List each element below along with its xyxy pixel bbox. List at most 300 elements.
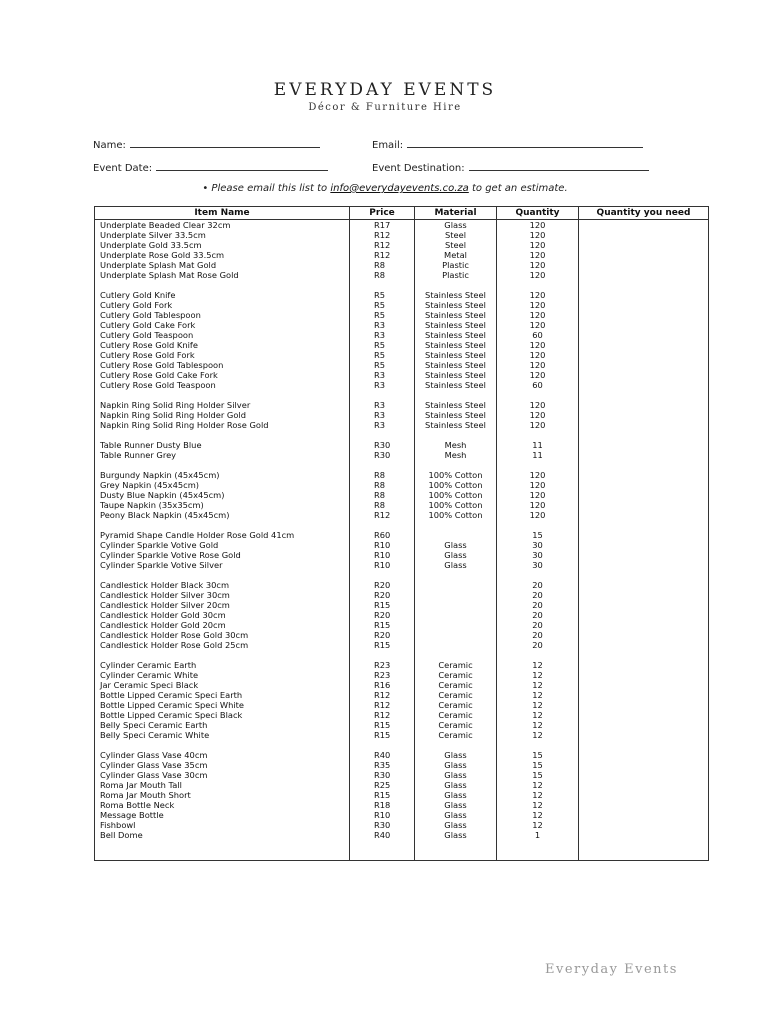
item-name-cell: Candlestick Holder Rose Gold 30cm <box>95 630 350 640</box>
quantity-needed-cell[interactable] <box>579 400 709 410</box>
table-row <box>95 830 709 840</box>
table-row <box>95 690 709 700</box>
material-cell <box>415 630 497 640</box>
price-cell: R3 <box>350 420 415 430</box>
material-cell <box>415 600 497 610</box>
price-cell: R10 <box>350 810 415 820</box>
item-name-cell: Cylinder Sparkle Votive Silver <box>95 560 350 570</box>
quantity-needed-cell[interactable] <box>579 460 709 470</box>
quantity-needed-cell[interactable] <box>579 490 709 500</box>
material-cell: Stainless Steel <box>415 320 497 330</box>
quantity-cell: 12 <box>497 700 579 710</box>
quantity-needed-cell[interactable] <box>579 730 709 740</box>
table-row <box>95 320 709 330</box>
material-cell: Glass <box>415 770 497 780</box>
material-cell: Ceramic <box>415 700 497 710</box>
quantity-needed-cell[interactable] <box>579 410 709 420</box>
item-name-cell: Underplate Splash Mat Gold <box>95 260 350 270</box>
table-row <box>95 600 709 610</box>
item-name-cell: Peony Black Napkin (45x45cm) <box>95 510 350 520</box>
material-cell <box>415 280 497 290</box>
table-row <box>95 390 709 400</box>
material-cell: Glass <box>415 800 497 810</box>
price-cell <box>350 430 415 440</box>
price-cell: R15 <box>350 730 415 740</box>
item-name-cell: Cylinder Glass Vase 35cm <box>95 760 350 770</box>
item-name-cell: Cutlery Rose Gold Tablespoon <box>95 360 350 370</box>
price-cell: R20 <box>350 590 415 600</box>
material-cell: Stainless Steel <box>415 290 497 300</box>
quantity-needed-cell[interactable] <box>579 480 709 490</box>
price-cell: R10 <box>350 550 415 560</box>
material-cell: Plastic <box>415 270 497 280</box>
quantity-needed-cell[interactable] <box>579 820 709 830</box>
table-row <box>95 560 709 570</box>
price-cell: R18 <box>350 800 415 810</box>
price-cell: R23 <box>350 670 415 680</box>
item-name-cell <box>95 430 350 440</box>
table-row <box>95 850 709 861</box>
quantity-cell: 120 <box>497 360 579 370</box>
quantity-needed-cell[interactable] <box>579 350 709 360</box>
price-cell: R20 <box>350 630 415 640</box>
price-cell: R12 <box>350 250 415 260</box>
item-name-cell: Burgundy Napkin (45x45cm) <box>95 470 350 480</box>
price-cell: R5 <box>350 290 415 300</box>
quantity-needed-cell[interactable] <box>579 520 709 530</box>
quantity-cell: 30 <box>497 550 579 560</box>
table-row <box>95 720 709 730</box>
quantity-needed-cell[interactable] <box>579 310 709 320</box>
quantity-needed-cell[interactable] <box>579 390 709 400</box>
table-row <box>95 620 709 630</box>
item-name-cell: Taupe Napkin (35x35cm) <box>95 500 350 510</box>
material-cell: Stainless Steel <box>415 360 497 370</box>
material-cell <box>415 520 497 530</box>
quantity-cell: 120 <box>497 250 579 260</box>
price-cell: R60 <box>350 530 415 540</box>
quantity-needed-cell[interactable] <box>579 620 709 630</box>
quantity-cell: 12 <box>497 810 579 820</box>
price-cell <box>350 740 415 750</box>
quantity-needed-cell[interactable] <box>579 660 709 670</box>
quantity-cell: 120 <box>497 480 579 490</box>
name-line[interactable] <box>130 138 320 148</box>
quantity-cell: 120 <box>497 240 579 250</box>
price-cell: R8 <box>350 270 415 280</box>
item-name-cell <box>95 460 350 470</box>
quantity-cell: 20 <box>497 630 579 640</box>
item-name-cell: Bell Dome <box>95 830 350 840</box>
quantity-needed-cell[interactable] <box>579 260 709 270</box>
table-row <box>95 750 709 760</box>
material-cell: Glass <box>415 750 497 760</box>
table-header-row <box>95 207 709 220</box>
price-cell: R5 <box>350 340 415 350</box>
quantity-needed-cell[interactable] <box>579 710 709 720</box>
table-row <box>95 520 709 530</box>
quantity-cell: 20 <box>497 580 579 590</box>
quantity-needed-cell[interactable] <box>579 340 709 350</box>
quantity-cell: 120 <box>497 320 579 330</box>
quantity-needed-cell[interactable] <box>579 330 709 340</box>
price-cell: R3 <box>350 400 415 410</box>
quantity-cell: 60 <box>497 330 579 340</box>
material-cell: Ceramic <box>415 690 497 700</box>
table-row <box>95 250 709 260</box>
material-cell: 100% Cotton <box>415 500 497 510</box>
quantity-cell: 120 <box>497 310 579 320</box>
item-name-cell: Cylinder Ceramic Earth <box>95 660 350 670</box>
quantity-needed-cell[interactable] <box>579 530 709 540</box>
table-row <box>95 790 709 800</box>
item-name-cell: Cylinder Glass Vase 30cm <box>95 770 350 780</box>
quantity-needed-cell[interactable] <box>579 300 709 310</box>
material-cell: Glass <box>415 760 497 770</box>
item-name-cell: Underplate Beaded Clear 32cm <box>95 220 350 231</box>
item-name-cell: Napkin Ring Solid Ring Holder Rose Gold <box>95 420 350 430</box>
table-row <box>95 640 709 650</box>
quantity-cell: 120 <box>497 500 579 510</box>
table-row <box>95 400 709 410</box>
price-cell: R3 <box>350 330 415 340</box>
price-cell: R5 <box>350 350 415 360</box>
quantity-cell: 120 <box>497 410 579 420</box>
material-cell: Stainless Steel <box>415 350 497 360</box>
material-cell <box>415 530 497 540</box>
quantity-cell <box>497 430 579 440</box>
name-label: Name: <box>93 140 126 151</box>
email-link[interactable]: info@everydayevents.co.za <box>330 183 469 194</box>
item-name-cell: Underplate Silver 33.5cm <box>95 230 350 240</box>
quantity-needed-cell[interactable] <box>579 790 709 800</box>
item-name-cell: Cutlery Rose Gold Cake Fork <box>95 370 350 380</box>
quantity-cell: 12 <box>497 660 579 670</box>
table-row <box>95 630 709 640</box>
quantity-needed-cell[interactable] <box>579 420 709 430</box>
material-cell: Glass <box>415 220 497 231</box>
material-cell: Steel <box>415 240 497 250</box>
item-name-cell: Candlestick Holder Black 30cm <box>95 580 350 590</box>
quantity-needed-cell[interactable] <box>579 570 709 580</box>
quantity-needed-cell[interactable] <box>579 370 709 380</box>
item-name-cell: Dusty Blue Napkin (45x45cm) <box>95 490 350 500</box>
item-name-cell: Roma Bottle Neck <box>95 800 350 810</box>
material-cell <box>415 460 497 470</box>
quantity-needed-cell[interactable] <box>579 280 709 290</box>
quantity-needed-cell[interactable] <box>579 470 709 480</box>
quantity-needed-cell[interactable] <box>579 770 709 780</box>
table-row <box>95 500 709 510</box>
quantity-needed-cell[interactable] <box>579 320 709 330</box>
price-cell <box>350 520 415 530</box>
note-after: to get an estimate. <box>468 183 568 194</box>
quantity-needed-cell[interactable] <box>579 450 709 460</box>
quantity-cell: 1 <box>497 830 579 840</box>
email-field[interactable] <box>372 138 643 151</box>
price-cell: R17 <box>350 220 415 231</box>
item-name-cell: Grey Napkin (45x45cm) <box>95 480 350 490</box>
table-row <box>95 840 709 850</box>
quantity-needed-cell[interactable] <box>579 360 709 370</box>
quantity-needed-cell[interactable] <box>579 810 709 820</box>
price-cell: R12 <box>350 700 415 710</box>
header-material: Material <box>415 207 497 220</box>
quantity-cell: 120 <box>497 510 579 520</box>
quantity-needed-cell[interactable] <box>579 590 709 600</box>
event-destination-field[interactable] <box>372 161 649 174</box>
quantity-needed-cell[interactable] <box>579 680 709 690</box>
material-cell: Glass <box>415 550 497 560</box>
email-line[interactable] <box>407 138 643 148</box>
quantity-needed-cell[interactable] <box>579 780 709 790</box>
price-cell: R40 <box>350 830 415 840</box>
quantity-needed-cell[interactable] <box>579 690 709 700</box>
quantity-cell: 120 <box>497 420 579 430</box>
table-row <box>95 590 709 600</box>
item-name-cell: Roma Jar Mouth Short <box>95 790 350 800</box>
price-cell <box>350 280 415 290</box>
table-row <box>95 710 709 720</box>
table-row <box>95 510 709 520</box>
item-name-cell <box>95 390 350 400</box>
material-cell <box>415 570 497 580</box>
quantity-cell: 12 <box>497 790 579 800</box>
price-cell: R12 <box>350 510 415 520</box>
material-cell: Stainless Steel <box>415 300 497 310</box>
material-cell: Stainless Steel <box>415 340 497 350</box>
item-name-cell: Cutlery Gold Tablespoon <box>95 310 350 320</box>
material-cell: Ceramic <box>415 670 497 680</box>
quantity-cell: 15 <box>497 760 579 770</box>
item-name-cell: Candlestick Holder Rose Gold 25cm <box>95 640 350 650</box>
quantity-needed-cell[interactable] <box>579 290 709 300</box>
table-row <box>95 700 709 710</box>
item-table <box>94 206 709 861</box>
quantity-cell: 120 <box>497 230 579 240</box>
material-cell: Stainless Steel <box>415 330 497 340</box>
quantity-cell: 120 <box>497 370 579 380</box>
quantity-cell <box>497 520 579 530</box>
item-name-cell: Underplate Gold 33.5cm <box>95 240 350 250</box>
table-row <box>95 330 709 340</box>
table-row <box>95 760 709 770</box>
table-row <box>95 350 709 360</box>
quantity-needed-cell[interactable] <box>579 760 709 770</box>
table-row <box>95 810 709 820</box>
price-cell <box>350 850 415 861</box>
quantity-cell: 20 <box>497 610 579 620</box>
quantity-cell: 120 <box>497 470 579 480</box>
quantity-needed-cell[interactable] <box>579 720 709 730</box>
price-cell: R20 <box>350 580 415 590</box>
quantity-cell: 120 <box>497 300 579 310</box>
table-row <box>95 220 709 231</box>
price-cell: R5 <box>350 360 415 370</box>
item-name-cell: Table Runner Grey <box>95 450 350 460</box>
header-quantity: Quantity <box>497 207 579 220</box>
price-cell <box>350 390 415 400</box>
quantity-needed-cell[interactable] <box>579 670 709 680</box>
item-name-cell: Pyramid Shape Candle Holder Rose Gold 41cm <box>95 530 350 540</box>
quantity-cell: 20 <box>497 600 579 610</box>
price-cell: R30 <box>350 450 415 460</box>
quantity-needed-cell[interactable] <box>579 630 709 640</box>
email-label: Email: <box>372 140 404 151</box>
quantity-needed-cell[interactable] <box>579 650 709 660</box>
item-name-cell: Belly Speci Ceramic Earth <box>95 720 350 730</box>
instruction-note <box>0 183 770 194</box>
quantity-cell <box>497 650 579 660</box>
quantity-needed-cell[interactable] <box>579 840 709 850</box>
item-name-cell: Cutlery Gold Knife <box>95 290 350 300</box>
table-row <box>95 680 709 690</box>
item-name-cell: Bottle Lipped Ceramic Speci Earth <box>95 690 350 700</box>
material-cell: Ceramic <box>415 660 497 670</box>
quantity-cell: 20 <box>497 590 579 600</box>
quantity-needed-cell[interactable] <box>579 220 709 231</box>
quantity-needed-cell[interactable] <box>579 380 709 390</box>
item-name-cell <box>95 840 350 850</box>
event-date-line[interactable] <box>156 161 328 171</box>
material-cell: Stainless Steel <box>415 420 497 430</box>
quantity-needed-cell[interactable] <box>579 800 709 810</box>
quantity-cell: 120 <box>497 220 579 231</box>
material-cell: Glass <box>415 790 497 800</box>
item-name-cell: Napkin Ring Solid Ring Holder Gold <box>95 410 350 420</box>
price-cell: R40 <box>350 750 415 760</box>
price-cell: R5 <box>350 310 415 320</box>
material-cell <box>415 740 497 750</box>
quantity-needed-cell[interactable] <box>579 600 709 610</box>
quantity-needed-cell[interactable] <box>579 610 709 620</box>
quantity-cell: 12 <box>497 720 579 730</box>
price-cell <box>350 460 415 470</box>
quantity-needed-cell[interactable] <box>579 740 709 750</box>
material-cell: Plastic <box>415 260 497 270</box>
material-cell: Ceramic <box>415 680 497 690</box>
material-cell: Glass <box>415 810 497 820</box>
quantity-cell: 12 <box>497 670 579 680</box>
quantity-cell: 12 <box>497 710 579 720</box>
quantity-needed-cell[interactable] <box>579 270 709 280</box>
price-cell: R10 <box>350 560 415 570</box>
quantity-cell: 11 <box>497 450 579 460</box>
price-cell: R30 <box>350 820 415 830</box>
table-row <box>95 670 709 680</box>
item-name-cell: Underplate Rose Gold 33.5cm <box>95 250 350 260</box>
material-cell: Mesh <box>415 440 497 450</box>
quantity-cell: 20 <box>497 640 579 650</box>
brand-title: EVERYDAY EVENTS <box>273 80 497 100</box>
price-cell: R30 <box>350 770 415 780</box>
name-field[interactable] <box>93 138 320 151</box>
quantity-cell: 120 <box>497 270 579 280</box>
table-row <box>95 660 709 670</box>
note-before: • Please email this list to <box>202 183 331 194</box>
quantity-cell <box>497 850 579 861</box>
price-cell: R3 <box>350 410 415 420</box>
material-cell: Mesh <box>415 450 497 460</box>
material-cell <box>415 590 497 600</box>
quantity-cell: 15 <box>497 750 579 760</box>
header-price: Price <box>350 207 415 220</box>
quantity-needed-cell[interactable] <box>579 230 709 240</box>
quantity-needed-cell[interactable] <box>579 580 709 590</box>
quantity-cell: 120 <box>497 260 579 270</box>
event-destination-line[interactable] <box>469 161 649 171</box>
table-row <box>95 550 709 560</box>
quantity-cell <box>497 390 579 400</box>
quantity-cell <box>497 740 579 750</box>
quantity-cell: 12 <box>497 730 579 740</box>
item-name-cell: Cutlery Gold Cake Fork <box>95 320 350 330</box>
item-name-cell <box>95 520 350 530</box>
table-row <box>95 540 709 550</box>
material-cell <box>415 620 497 630</box>
table-row <box>95 280 709 290</box>
price-cell: R12 <box>350 240 415 250</box>
quantity-needed-cell[interactable] <box>579 540 709 550</box>
material-cell: 100% Cotton <box>415 490 497 500</box>
quantity-needed-cell[interactable] <box>579 550 709 560</box>
quantity-needed-cell[interactable] <box>579 560 709 570</box>
material-cell: Glass <box>415 780 497 790</box>
quantity-needed-cell[interactable] <box>579 750 709 760</box>
table-row <box>95 820 709 830</box>
item-name-cell: Napkin Ring Solid Ring Holder Silver <box>95 400 350 410</box>
item-name-cell: Bottle Lipped Ceramic Speci White <box>95 700 350 710</box>
quantity-needed-cell[interactable] <box>579 430 709 440</box>
quantity-needed-cell[interactable] <box>579 250 709 260</box>
table-row <box>95 270 709 280</box>
material-cell: Steel <box>415 230 497 240</box>
quantity-needed-cell[interactable] <box>579 440 709 450</box>
price-cell: R3 <box>350 380 415 390</box>
material-cell: 100% Cotton <box>415 470 497 480</box>
item-name-cell: Cylinder Sparkle Votive Gold <box>95 540 350 550</box>
price-cell: R5 <box>350 300 415 310</box>
quantity-needed-cell[interactable] <box>579 850 709 861</box>
table-row <box>95 480 709 490</box>
quantity-cell: 15 <box>497 770 579 780</box>
item-name-cell: Cylinder Glass Vase 40cm <box>95 750 350 760</box>
price-cell <box>350 650 415 660</box>
quantity-needed-cell[interactable] <box>579 500 709 510</box>
table-row <box>95 570 709 580</box>
quantity-cell: 120 <box>497 290 579 300</box>
quantity-needed-cell[interactable] <box>579 240 709 250</box>
table-row <box>95 610 709 620</box>
item-name-cell: Candlestick Holder Silver 20cm <box>95 600 350 610</box>
quantity-needed-cell[interactable] <box>579 700 709 710</box>
price-cell: R8 <box>350 480 415 490</box>
quantity-cell: 120 <box>497 400 579 410</box>
quantity-cell: 11 <box>497 440 579 450</box>
event-date-field[interactable] <box>93 161 328 174</box>
price-cell: R15 <box>350 640 415 650</box>
quantity-cell: 20 <box>497 620 579 630</box>
quantity-cell: 60 <box>497 380 579 390</box>
item-name-cell: Cutlery Rose Gold Teaspoon <box>95 380 350 390</box>
quantity-needed-cell[interactable] <box>579 640 709 650</box>
material-cell: Glass <box>415 540 497 550</box>
quantity-needed-cell[interactable] <box>579 830 709 840</box>
table-row <box>95 430 709 440</box>
quantity-needed-cell[interactable] <box>579 510 709 520</box>
price-cell: R23 <box>350 660 415 670</box>
material-cell <box>415 430 497 440</box>
